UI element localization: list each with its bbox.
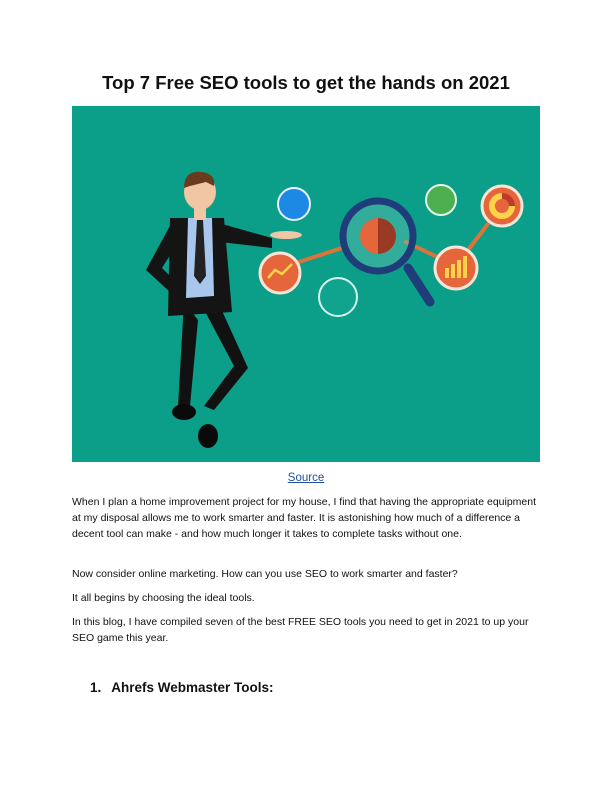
teal-dot-icon [319,278,357,316]
hero-image [72,106,540,462]
intro-paragraph: When I plan a home improvement project for my house, I find that having the appropriate equipment at my disposal allows me to work smarter and faster. It is astonishing how much of a difference a decent tool can make - and how much longer it takes to complete tasks without one. [72,496,537,540]
green-dot-icon [426,185,456,215]
bar-chart-icon [435,247,477,289]
source-link[interactable]: Source [287,472,325,484]
section-heading-text: Ahrefs Webmaster Tools: [111,680,274,695]
blog-summary-paragraph: In this blog, I have compiled seven of the best FREE SEO tools you need to get in 2021 to up your SEO game this year. [72,616,529,644]
online-marketing-paragraph: Now consider online marketing. How can you use SEO to work smarter and faster? [72,568,458,580]
line-chart-icon [260,253,300,293]
section-heading [90,680,274,695]
section-heading-number: 1. [90,680,102,695]
donut-chart-icon [482,186,522,226]
page-title: Top 7 Free SEO tools to get the hands on 2021 [102,72,510,93]
choosing-tools-paragraph: It all begins by choosing the ideal tools. [72,592,255,604]
blue-dot-icon [278,188,310,220]
